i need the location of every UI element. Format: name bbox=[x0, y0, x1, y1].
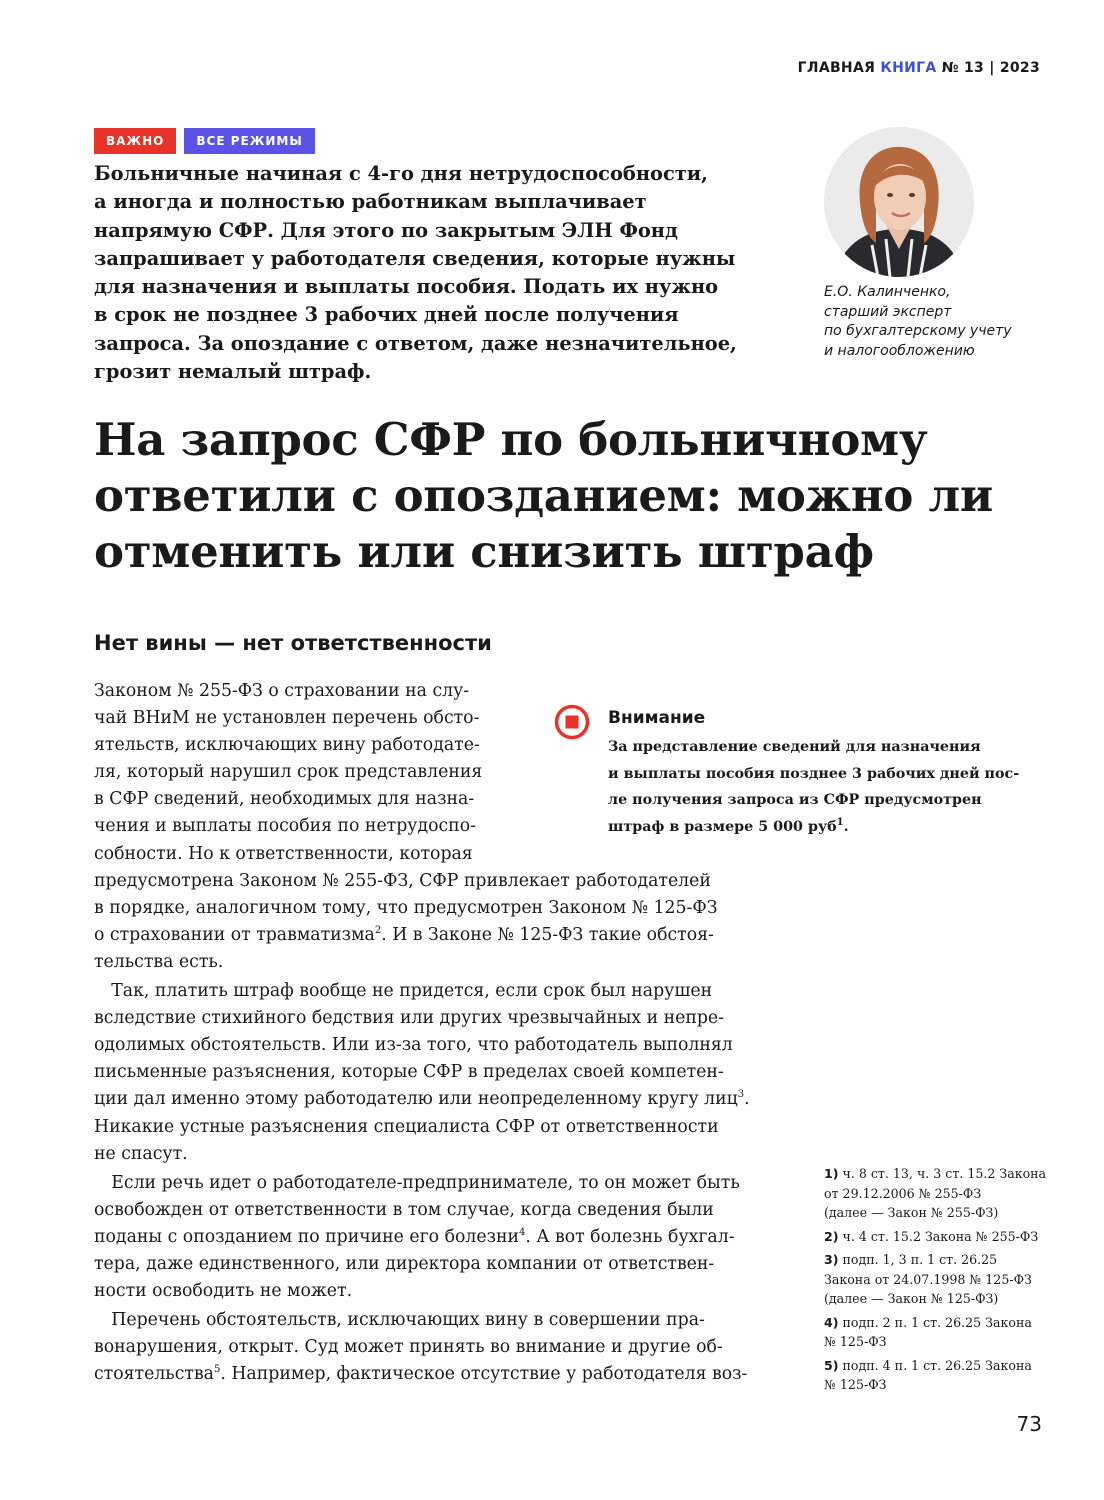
body-line: тера, даже единственного, или директора компании от ответствен- bbox=[94, 1253, 715, 1274]
body-line: письменные разъяснения, которые СФР в пределах своей компетен- bbox=[94, 1062, 724, 1083]
body-text: Если речь идет о работодателе-предпринимателе, то он может быть bbox=[111, 1172, 740, 1193]
body-line: Никакие устные разъяснения специалиста СФР от ответственности bbox=[94, 1116, 719, 1137]
lead-line: для назначения и выплаты пособия. Подать их нужно bbox=[94, 275, 719, 299]
masthead-part3: № 13 | 2023 bbox=[936, 60, 1040, 76]
lead-line: напрямую СФР. Для этого по закрытым ЭЛН Фонд bbox=[94, 218, 678, 242]
author-line: старший эксперт bbox=[824, 303, 952, 320]
author-photo bbox=[824, 127, 974, 277]
footnote bbox=[824, 1313, 1064, 1352]
section-heading: Нет вины — нет ответственности bbox=[94, 631, 492, 655]
title-line: отменить или снизить штраф bbox=[94, 525, 874, 578]
callout-text-part: . bbox=[843, 818, 849, 835]
author-portrait-icon bbox=[824, 127, 974, 277]
lead-paragraph bbox=[94, 160, 774, 386]
footnote-text: (далее — Закон № 125-ФЗ) bbox=[824, 1291, 999, 1306]
body-line bbox=[94, 978, 774, 1005]
footnote-text: № 125-ФЗ bbox=[824, 1334, 887, 1349]
author-caption bbox=[824, 283, 1012, 361]
page-number: 73 bbox=[1016, 1412, 1042, 1436]
body-text: стоятельства bbox=[94, 1364, 214, 1385]
footnote-text: от 29.12.2006 № 255-ФЗ bbox=[824, 1185, 982, 1201]
footnote bbox=[824, 1356, 1064, 1395]
lead-line: запрашивает у работодателя сведения, которые нужны bbox=[94, 246, 736, 270]
article-title bbox=[94, 412, 1054, 580]
masthead bbox=[798, 60, 1040, 76]
body-line: в порядке, аналогичном тому, что предусмотрен Законом № 125-ФЗ bbox=[94, 897, 718, 918]
body-line: не спасут. bbox=[94, 1143, 188, 1164]
body-line: ятельств, исключающих вину работодате- bbox=[94, 735, 480, 756]
title-line: ответили с опозданием: можно ли bbox=[94, 469, 994, 522]
lead-line: в срок не позднее 3 рабочих дней после получения bbox=[94, 303, 679, 327]
body-line bbox=[94, 1224, 774, 1251]
body-text: . А вот болезнь бухгал- bbox=[525, 1226, 735, 1247]
footnote-text: (далее — Закон № 255-ФЗ) bbox=[824, 1205, 999, 1220]
footnote-number: 4) bbox=[824, 1314, 839, 1330]
body-text: . И в Законе № 125-ФЗ такие обстоя- bbox=[381, 924, 714, 945]
author-line: и налогообложению bbox=[824, 342, 975, 359]
body-line: предусмотрена Законом № 255-ФЗ, СФР привлекает работодателей bbox=[94, 870, 711, 891]
body-line bbox=[94, 1170, 774, 1197]
body-line: освобожден от ответственности в том случае, когда сведения были bbox=[94, 1199, 714, 1220]
title-line: На запрос СФР по больничному bbox=[94, 413, 928, 466]
body-text: . bbox=[744, 1089, 750, 1110]
footnote-text: подп. 4 п. 1 ст. 26.25 Закона bbox=[838, 1357, 1032, 1373]
body-text: ции дал именно этому работодателю или неопределенному кругу лиц bbox=[94, 1089, 738, 1110]
callout-line: ле получения запроса из СФР предусмотрен bbox=[608, 792, 982, 808]
footnote-text: ч. 8 ст. 13, ч. 3 ст. 15.2 Закона bbox=[838, 1166, 1047, 1181]
body-line: одолимых обстоятельств. Или из-за того, что работодатель выполнял bbox=[94, 1035, 733, 1056]
lead-line: Больничные начиная с 4-го дня нетрудоспособности, bbox=[94, 162, 708, 185]
footnote-number: 1) bbox=[824, 1166, 839, 1181]
footnote-number: 3) bbox=[824, 1252, 839, 1267]
lead-line: а иногда и полностью работникам выплачивает bbox=[94, 190, 647, 214]
footnote-ref: 4 bbox=[519, 1227, 526, 1239]
body-line bbox=[94, 922, 774, 949]
callout-text-part: штраф в размере 5 000 руб bbox=[608, 818, 837, 835]
callout-line bbox=[608, 814, 1019, 841]
body-text: Перечень обстоятельств, исключающих вину в совершении пра- bbox=[111, 1310, 705, 1331]
masthead-part2: КНИГА bbox=[880, 60, 937, 76]
tag-important: ВАЖНО bbox=[94, 128, 176, 154]
footnotes bbox=[824, 1164, 1064, 1399]
footnote-ref: 3 bbox=[737, 1089, 745, 1101]
footnote-text: подп. 2 п. 1 ст. 26.25 Закона bbox=[838, 1314, 1032, 1330]
body-text: о страховании от травматизма bbox=[94, 924, 375, 945]
body-line bbox=[94, 1361, 774, 1388]
footnote bbox=[824, 1164, 1064, 1223]
author-line: по бухгалтерскому учету bbox=[824, 323, 1012, 339]
lead-line: грозит немалый штраф. bbox=[94, 360, 372, 384]
footnote bbox=[824, 1250, 1064, 1309]
attention-stop-icon bbox=[554, 704, 590, 740]
body-line: ности освободить не может. bbox=[94, 1281, 353, 1302]
body-line: вонарушения, открыт. Суд может принять во внимание и другие об- bbox=[94, 1337, 723, 1358]
body-text: Так, платить штраф вообще не придется, если срок был нарушен bbox=[111, 981, 713, 1002]
body-line: ля, который нарушил срок представления bbox=[94, 762, 483, 783]
callout-text bbox=[608, 734, 1019, 840]
footnote bbox=[824, 1227, 1064, 1247]
callout-line: и выплаты пособия позднее 3 рабочих дней пос- bbox=[608, 765, 1020, 782]
footnote-ref: 5 bbox=[214, 1364, 221, 1376]
body-line: Законом № 255-ФЗ о страховании на слу- bbox=[94, 681, 470, 701]
body-line: собности. Но к ответственности, которая bbox=[94, 843, 473, 864]
author-line: Е.О. Калинченко, bbox=[824, 284, 951, 300]
body-line: чения и выплаты пособия по нетрудоспо- bbox=[94, 816, 476, 837]
masthead-part1: ГЛАВНАЯ bbox=[797, 60, 881, 76]
body-line: вследствие стихийного бедствия или других чрезвычайных и непре- bbox=[94, 1008, 724, 1029]
footnote-number: 5) bbox=[824, 1357, 839, 1373]
tags bbox=[94, 128, 315, 154]
footnote-ref: 1 bbox=[836, 816, 844, 828]
footnote-text: Закона от 24.07.1998 № 125-ФЗ bbox=[824, 1271, 1032, 1287]
body-line bbox=[94, 1307, 774, 1334]
footnote-text: подп. 1, 3 п. 1 ст. 26.25 bbox=[838, 1252, 998, 1267]
footnote-ref: 2 bbox=[374, 925, 382, 937]
body-text: . Например, фактическое отсутствие у работодателя воз- bbox=[220, 1364, 748, 1385]
footnote-text: ч. 4 ст. 15.2 Закона № 255-ФЗ bbox=[838, 1228, 1039, 1244]
body-line: в СФР сведений, необходимых для назна- bbox=[94, 789, 475, 810]
body-line: тельства есть. bbox=[94, 951, 224, 972]
body-text: поданы с опозданием по причине его болезни bbox=[94, 1226, 520, 1247]
body-line: чай ВНиМ не установлен перечень обсто- bbox=[94, 708, 480, 729]
callout-title: Внимание bbox=[608, 708, 706, 728]
body-line bbox=[94, 1086, 774, 1113]
footnote-text: № 125-ФЗ bbox=[824, 1377, 887, 1392]
footnote-number: 2) bbox=[824, 1228, 839, 1244]
lead-line: запроса. За опоздание с ответом, даже незначительное, bbox=[94, 331, 737, 355]
callout-line: За представление сведений для назначения bbox=[608, 739, 981, 755]
tag-all-regimes: ВСЕ РЕЖИМЫ bbox=[184, 128, 314, 154]
